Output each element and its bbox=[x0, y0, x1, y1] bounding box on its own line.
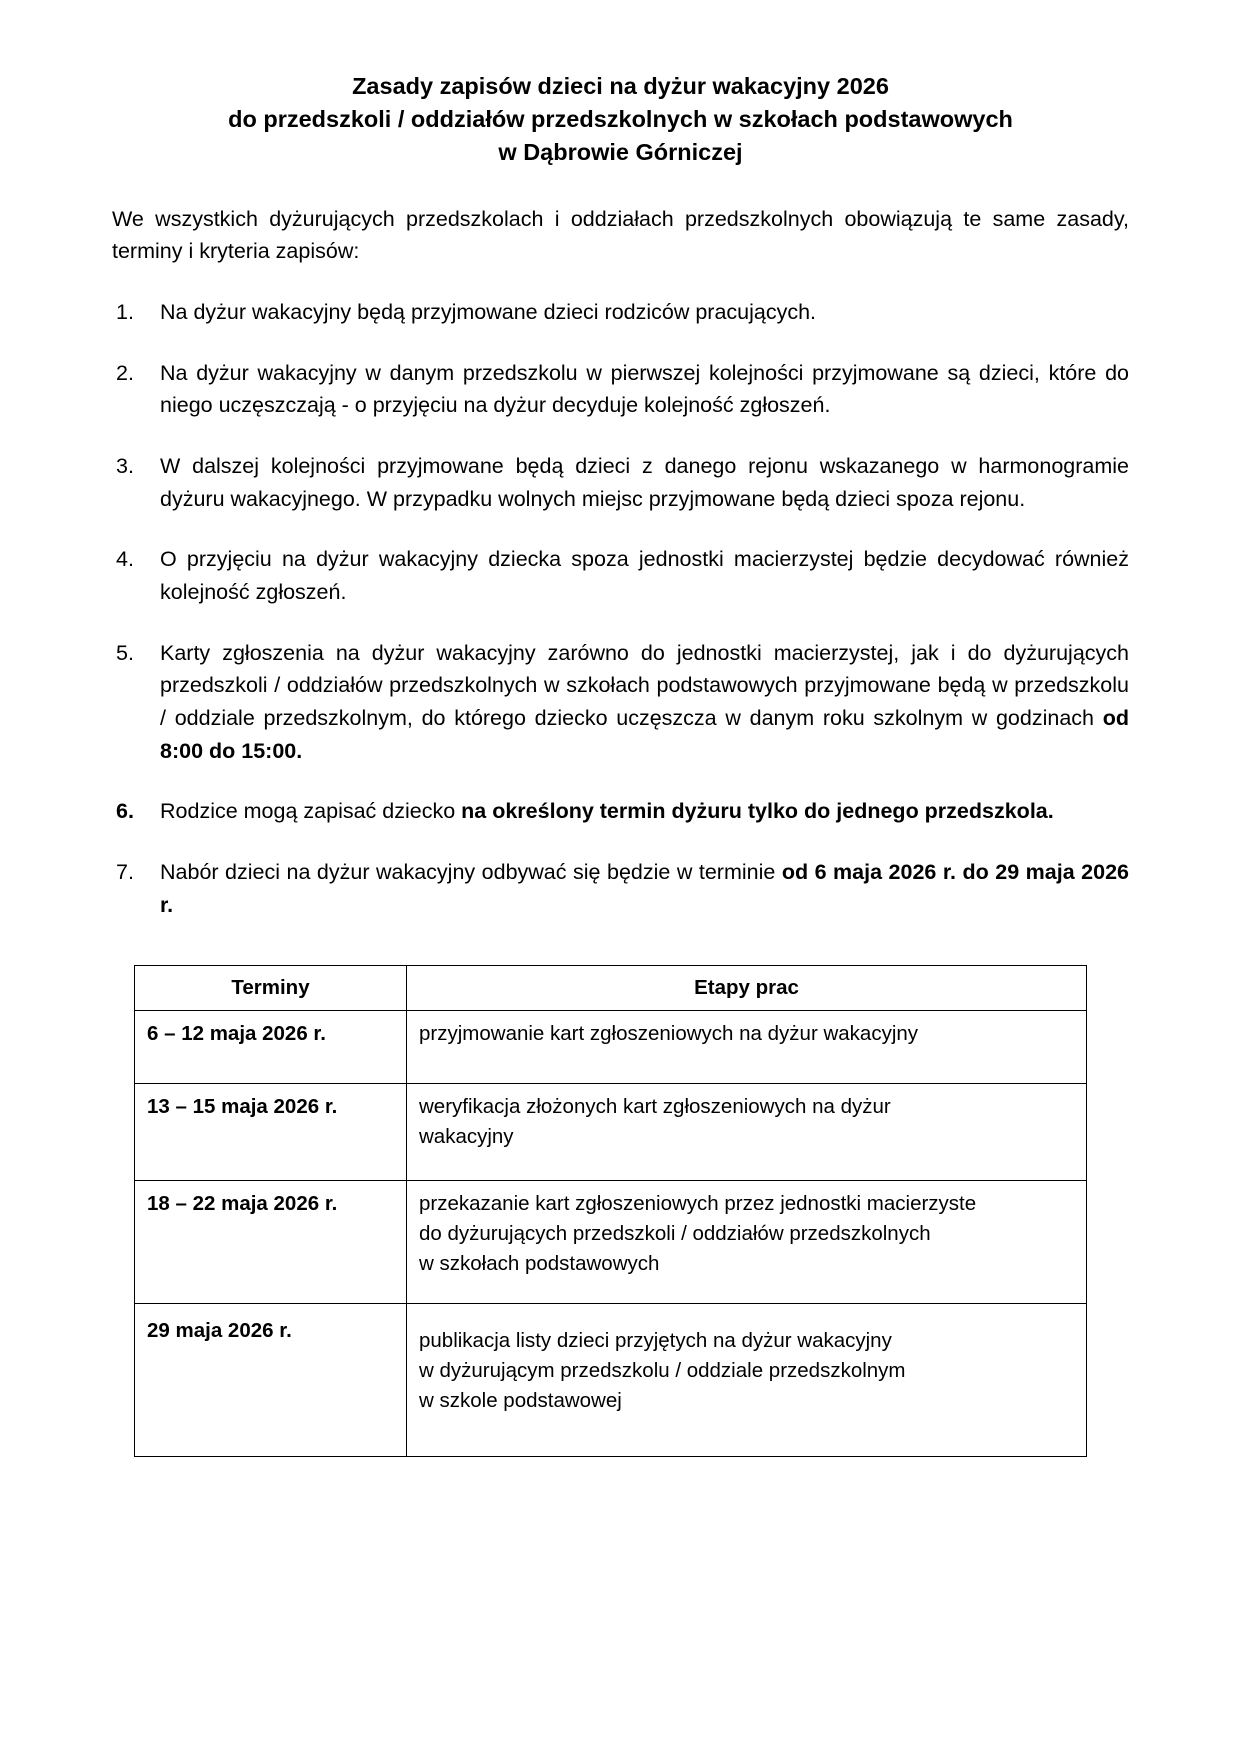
list-item bbox=[112, 795, 1129, 828]
table-cell-stage-line: publikacja listy dzieci przyjętych na dyżur wakacyjny bbox=[419, 1329, 892, 1353]
list-item-marker: 1. bbox=[116, 300, 134, 325]
title-line-2: do przedszkoli / oddziałów przedszkolnych w szkołach podstawowych bbox=[228, 105, 1013, 132]
table-cell-stage-line: w dyżurującym przedszkolu / oddziale przedszkolnym bbox=[419, 1358, 906, 1382]
table-cell-term: 6 – 12 maja 2026 r. bbox=[135, 1011, 407, 1084]
list-item-text: Karty zgłoszenia na dyżur wakacyjny zarówno do jednostki macierzystej, jak i do dyżurujących przedszkoli / oddziałów przedszkolnych w szkołach podstawowych przyjmowane będą w przedszkolu / oddziale przedszkolnym, do którego dziecko uczęszcza w danym roku szkolnym w godzinach bbox=[160, 640, 1129, 731]
list-item-marker: 6. bbox=[116, 799, 134, 824]
list-item bbox=[112, 296, 1129, 329]
list-item-marker: 4. bbox=[116, 547, 134, 572]
title-line-3: w Dąbrowie Górniczej bbox=[498, 138, 743, 165]
list-item-text: Nabór dzieci na dyżur wakacyjny odbywać się będzie w terminie bbox=[160, 860, 782, 885]
table-cell-stage-line: weryfikacja złożonych kart zgłoszeniowych na dyżur bbox=[419, 1095, 891, 1119]
table-cell-term: 18 – 22 maja 2026 r. bbox=[135, 1181, 407, 1304]
table-cell-term: 29 maja 2026 r. bbox=[135, 1304, 407, 1457]
table-cell-stage-line: wakacyjny bbox=[419, 1124, 514, 1148]
table-cell-stage bbox=[407, 1181, 1087, 1304]
table-cell-stage bbox=[407, 1304, 1087, 1457]
list-item-marker: 5. bbox=[116, 640, 134, 665]
list-item bbox=[112, 543, 1129, 608]
table-cell-stage bbox=[407, 1084, 1087, 1181]
list-item-marker: 7. bbox=[116, 860, 134, 885]
table-cell-stage-line: przyjmowanie kart zgłoszeniowych na dyżur wakacyjny bbox=[419, 1022, 919, 1046]
table-row bbox=[135, 1011, 1087, 1084]
table-header-etapy: Etapy prac bbox=[407, 966, 1087, 1011]
table-cell-stage-line: w szkołach podstawowych bbox=[419, 1251, 660, 1275]
table-header-terminy: Terminy bbox=[135, 966, 407, 1011]
list-item-marker: 2. bbox=[116, 360, 134, 385]
list-item-emphasis: od 8:00 do 15:00. bbox=[160, 706, 1129, 763]
rules-list bbox=[112, 296, 1129, 921]
list-item-marker: 3. bbox=[116, 454, 134, 479]
list-item bbox=[112, 856, 1129, 921]
table-cell-stage-line: w szkole podstawowej bbox=[419, 1388, 622, 1412]
intro-paragraph: We wszystkich dyżurujących przedszkolach i oddziałach przedszkolnych obowiązują te same zasady, terminy i kryteria zapisów: bbox=[112, 206, 1129, 264]
list-item-text: Na dyżur wakacyjny będą przyjmowane dzieci rodziców pracujących. bbox=[160, 300, 817, 325]
list-item-emphasis: od 6 maja 2026 r. do 29 maja 2026 r. bbox=[160, 860, 1130, 917]
table-cell-term: 13 – 15 maja 2026 r. bbox=[135, 1084, 407, 1181]
list-item bbox=[112, 450, 1129, 515]
list-item-text: Na dyżur wakacyjny w danym przedszkolu w pierwszej kolejności przyjmowane są dzieci, które do niego uczęszczają - o przyjęciu na dyżur decyduje kolejność zgłoszeń. bbox=[160, 360, 1129, 418]
list-item-text: O przyjęciu na dyżur wakacyjny dziecka spoza jednostki macierzystej będzie decydować również kolejność zgłoszeń. bbox=[160, 547, 1129, 605]
table-header-row bbox=[135, 966, 1087, 1011]
schedule-table bbox=[134, 965, 1087, 1457]
title-line-1: Zasady zapisów dzieci na dyżur wakacyjny 2026 bbox=[352, 73, 889, 99]
table-cell-stage-line: przekazanie kart zgłoszeniowych przez jednostki macierzyste bbox=[419, 1192, 977, 1216]
table-cell-stage bbox=[407, 1011, 1087, 1084]
page-title bbox=[112, 70, 1129, 169]
list-item-text: W dalszej kolejności przyjmowane będą dzieci z danego rejonu wskazanego w harmonogramie dyżuru wakacyjnego. W przypadku wolnych miejsc przyjmowane będą dzieci spoza rejonu. bbox=[160, 454, 1129, 511]
list-item-text: Rodzice mogą zapisać dziecko bbox=[160, 799, 462, 824]
list-item bbox=[112, 637, 1129, 768]
table-row bbox=[135, 1181, 1087, 1304]
table-row bbox=[135, 1304, 1087, 1457]
list-item bbox=[112, 357, 1129, 422]
table-cell-stage-line: do dyżurujących przedszkoli / oddziałów przedszkolnych bbox=[419, 1221, 931, 1245]
table-row bbox=[135, 1084, 1087, 1181]
list-item-emphasis: na określony termin dyżuru tylko do jednego przedszkola. bbox=[461, 799, 1054, 824]
